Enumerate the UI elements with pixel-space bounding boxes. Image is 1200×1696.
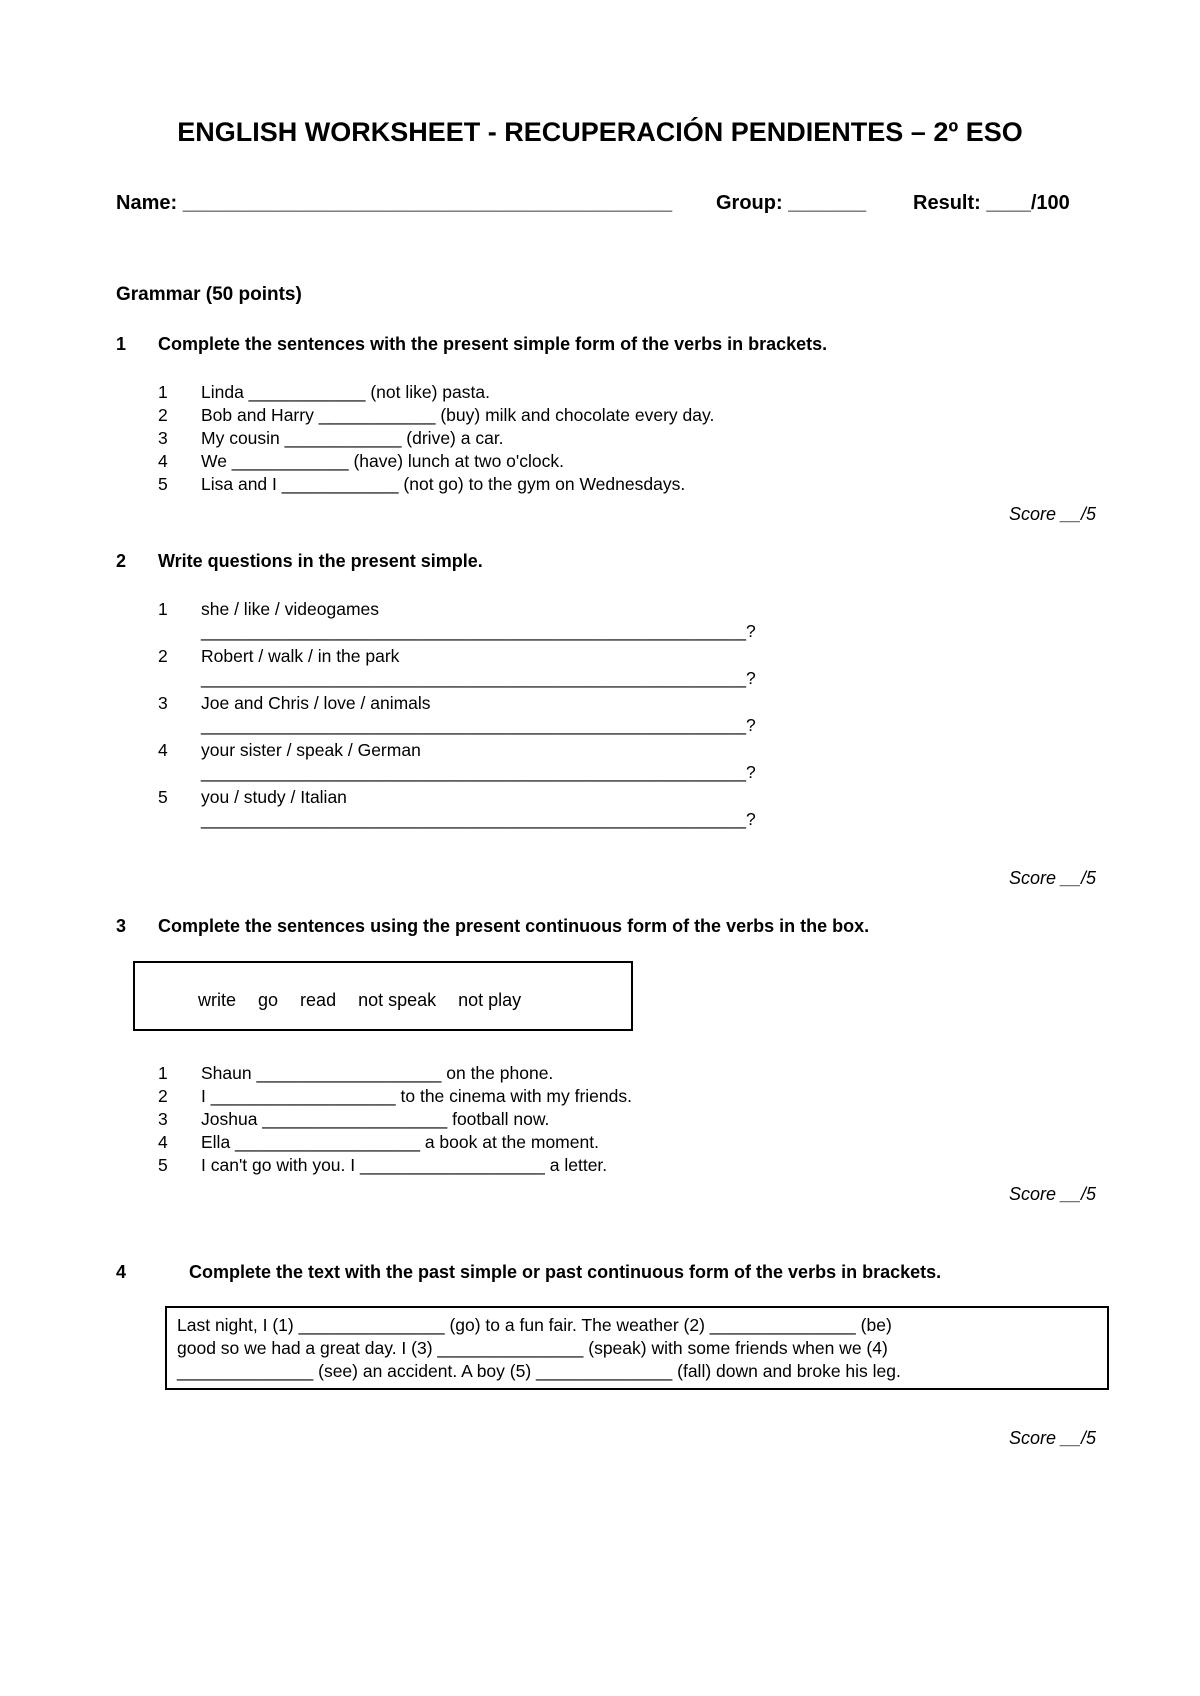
word-box-item: not speak: [358, 990, 437, 1010]
word-box-item: read: [300, 990, 337, 1010]
q2-item-number: 1: [158, 599, 168, 619]
q2-answer-line: ________________________________________________________?: [201, 668, 756, 688]
q3-item-text: Joshua ___________________ football now.: [201, 1109, 550, 1129]
name-field-label: Name: ____________________________________________: [116, 192, 673, 214]
q4-number: 4: [116, 1262, 127, 1282]
q2-answer-line: ________________________________________________________?: [201, 762, 756, 782]
q4-text-line: good so we had a great day. I (3) _______________ (speak) with some friends when we (4): [177, 1338, 888, 1358]
q3-item-text: I ___________________ to the cinema with my friends.: [201, 1086, 632, 1106]
q3-item-text: I can't go with you. I ___________________ a letter.: [201, 1155, 608, 1175]
q2-instruction: Write questions in the present simple.: [158, 551, 483, 571]
q3-item-number: 1: [158, 1063, 168, 1083]
q3-item-number: 3: [158, 1109, 168, 1129]
q4-text-box: [165, 1306, 1109, 1390]
q1-item-text: Bob and Harry ____________ (buy) milk and chocolate every day.: [201, 405, 715, 425]
q1-item-number: 1: [158, 382, 168, 402]
q2-number: 2: [116, 551, 127, 571]
q3-item-text: Ella ___________________ a book at the moment.: [201, 1132, 599, 1152]
word-box-item: not play: [458, 990, 522, 1010]
q2-answer-line: ________________________________________________________?: [201, 715, 756, 735]
result-field-label: Result: ____/100: [913, 192, 1070, 214]
q1-instruction: Complete the sentences with the present simple form of the verbs in brackets.: [158, 334, 828, 354]
q1-score: Score __/5: [1008, 504, 1096, 524]
q2-item-prompt: Robert / walk / in the park: [201, 646, 400, 666]
word-box-item: write: [198, 990, 237, 1010]
q3-item-number: 2: [158, 1086, 168, 1106]
q2-item-prompt: Joe and Chris / love / animals: [201, 693, 431, 713]
q4-score: Score __/5: [1008, 1428, 1096, 1448]
q1-item-number: 3: [158, 428, 168, 448]
page-title: ENGLISH WORKSHEET - RECUPERACIÓN PENDIENTES – 2º ESO: [177, 117, 1023, 147]
q2-item-number: 2: [158, 646, 168, 666]
q2-item-prompt: she / like / videogames: [201, 599, 380, 619]
q4-text-line: Last night, I (1) _______________ (go) to a fun fair. The weather (2) _______________ (be): [177, 1315, 892, 1335]
q3-item-text: Shaun ___________________ on the phone.: [201, 1063, 554, 1083]
q2-item-number: 3: [158, 693, 168, 713]
word-box-item: go: [258, 990, 279, 1010]
q1-item-number: 2: [158, 405, 168, 425]
q1-item-text: My cousin ____________ (drive) a car.: [201, 428, 504, 448]
q3-number: 3: [116, 916, 127, 936]
q1-item-text: We ____________ (have) lunch at two o'clock.: [201, 451, 564, 471]
q3-item-number: 5: [158, 1155, 168, 1175]
q2-score: Score __/5: [1008, 868, 1096, 888]
q1-number: 1: [116, 334, 127, 354]
q3-item-number: 4: [158, 1132, 168, 1152]
section-heading: Grammar (50 points): [116, 284, 302, 305]
group-field-label: Group: _______: [716, 192, 867, 214]
q2-item-number: 5: [158, 787, 168, 807]
q1-item-number: 5: [158, 474, 168, 494]
q2-answer-line: ________________________________________________________?: [201, 621, 756, 641]
q2-answer-line: ________________________________________________________?: [201, 809, 756, 829]
q1-item-text: Lisa and I ____________ (not go) to the gym on Wednesdays.: [201, 474, 686, 494]
q1-item-text: Linda ____________ (not like) pasta.: [201, 382, 490, 402]
q3-instruction: Complete the sentences using the present continuous form of the verbs in the box.: [158, 916, 870, 936]
q1-item-number: 4: [158, 451, 168, 471]
q3-score: Score __/5: [1008, 1184, 1096, 1204]
q2-item-prompt: your sister / speak / German: [201, 740, 421, 760]
word-box-content: [198, 990, 543, 1011]
q4-text-line: ______________ (see) an accident. A boy (5) ______________ (fall) down and broke his leg.: [177, 1361, 901, 1381]
q2-item-number: 4: [158, 740, 168, 760]
q2-item-prompt: you / study / Italian: [201, 787, 347, 807]
q4-instruction: Complete the text with the past simple or past continuous form of the verbs in brackets.: [189, 1262, 942, 1282]
